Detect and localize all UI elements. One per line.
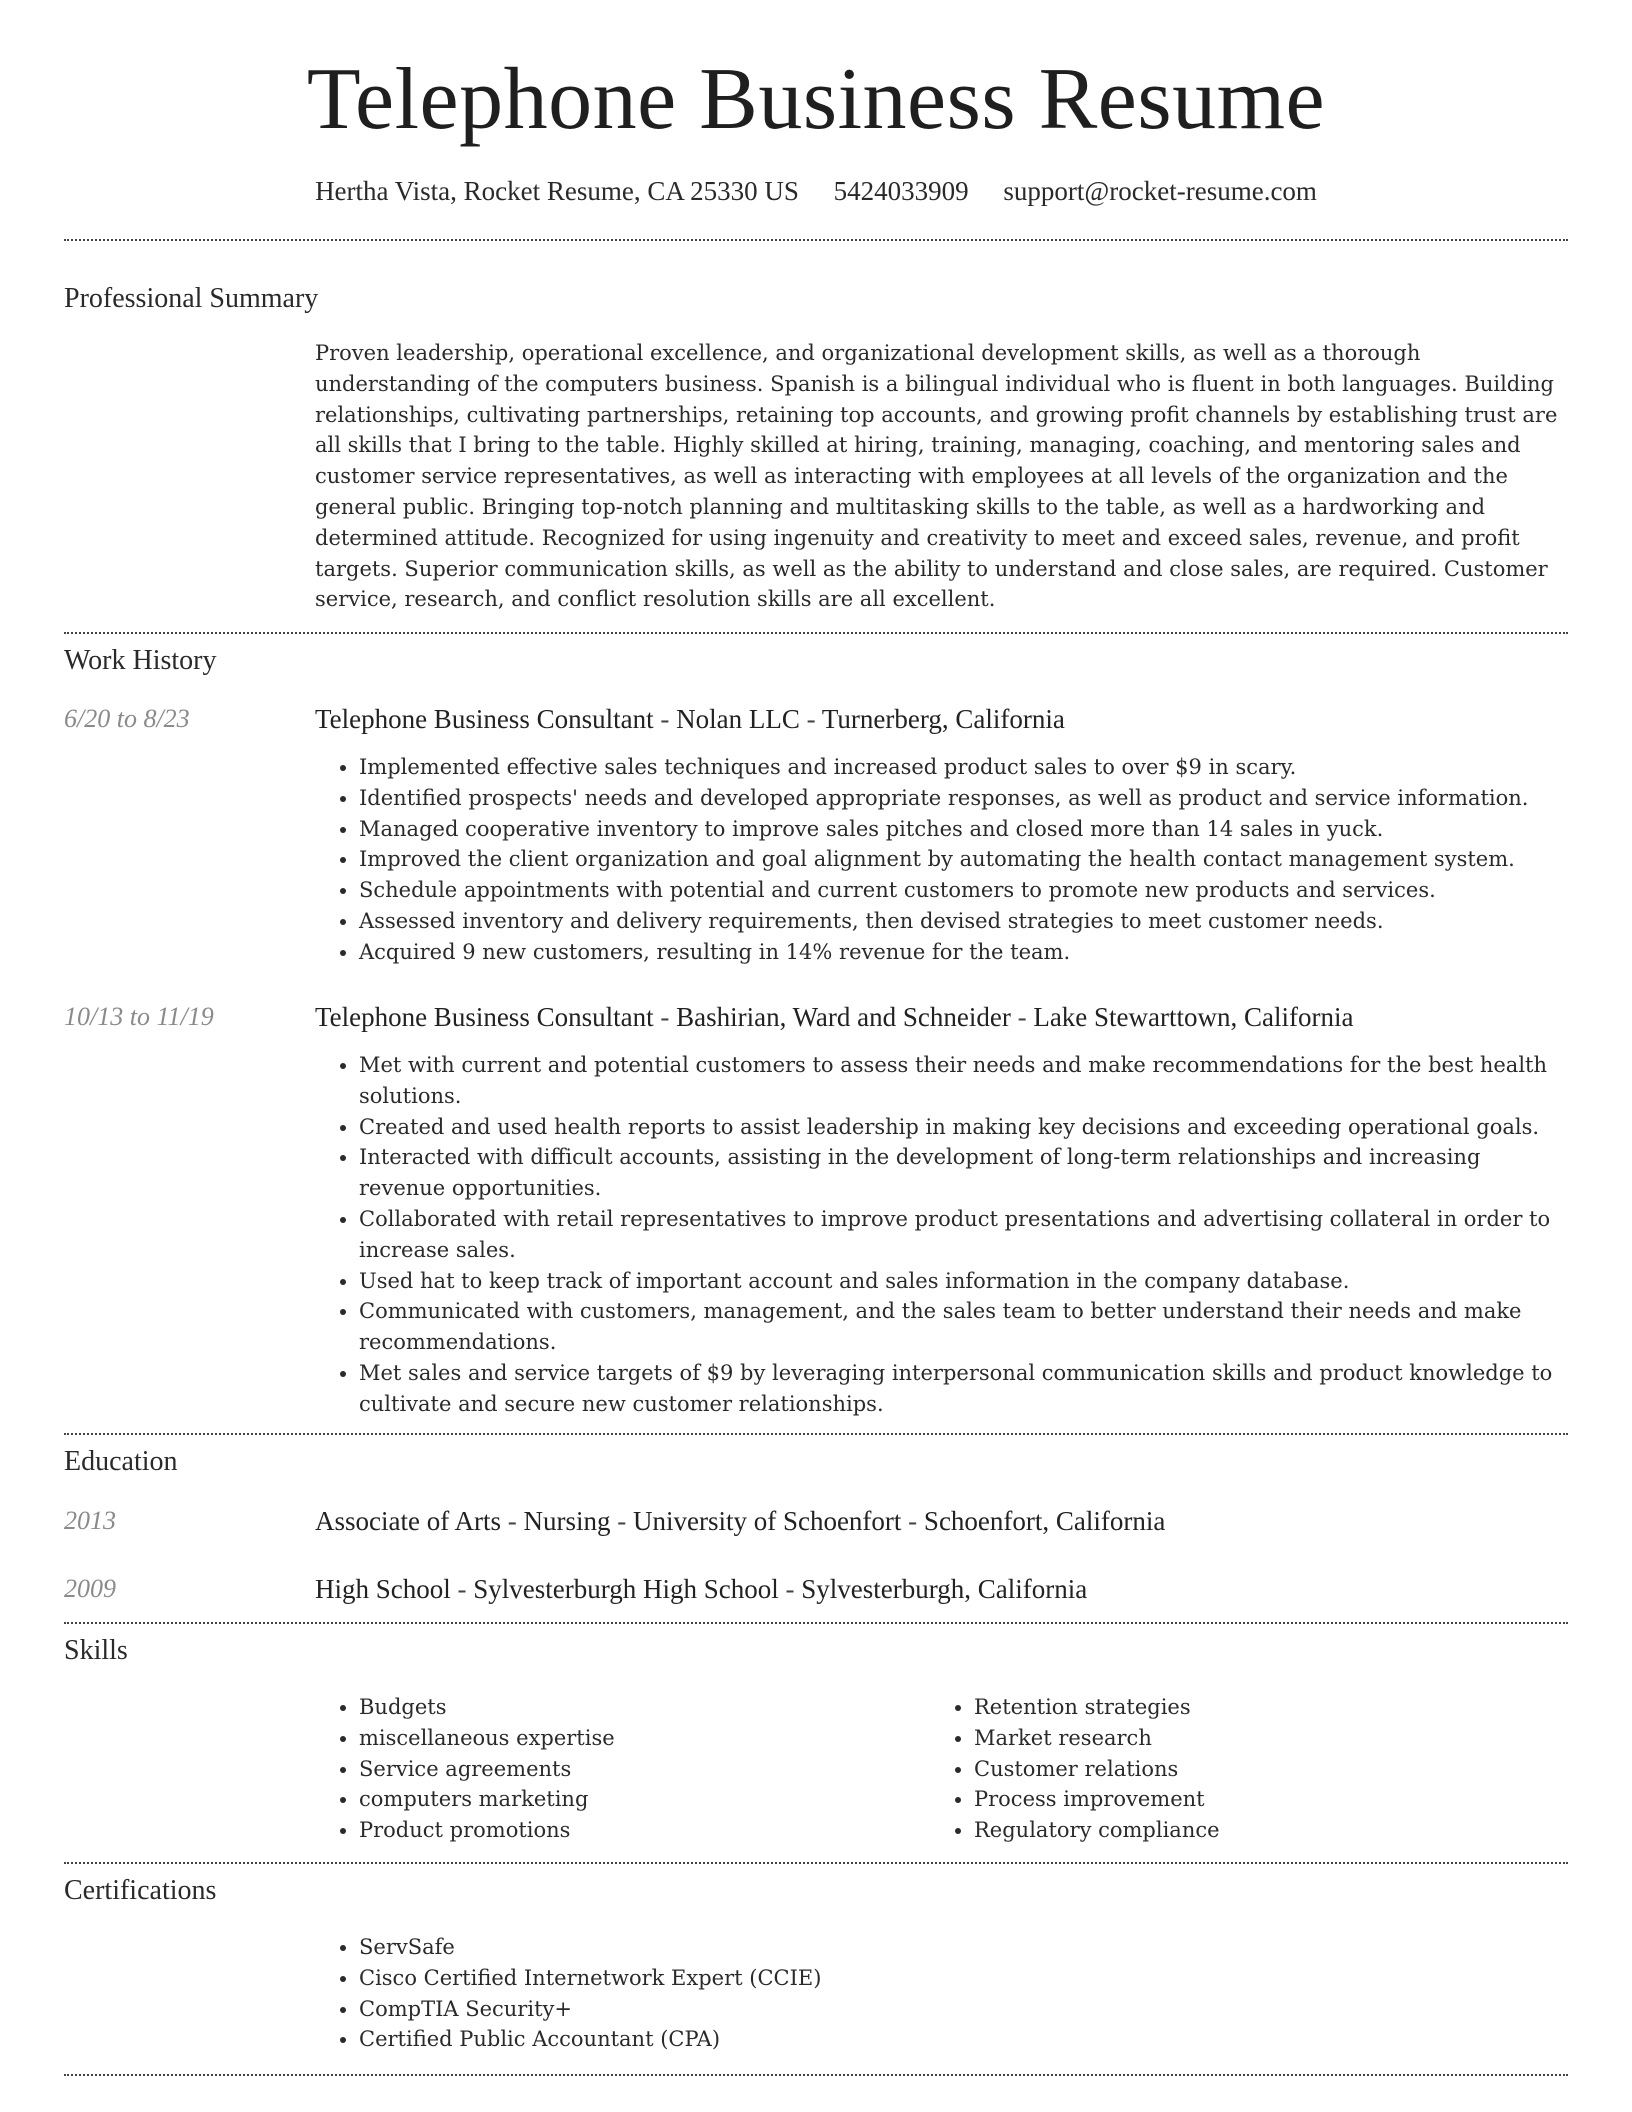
section-title-education: Education: [64, 1446, 178, 1477]
certification-item: • Certified Public Accountant (CPA): [359, 2024, 1568, 2055]
section-title-skills: Skills: [64, 1635, 128, 1666]
section-title-work: Work History: [64, 645, 217, 676]
section-divider: [64, 632, 1568, 634]
skills-list: [315, 1692, 915, 1846]
job-entry: [315, 703, 1568, 968]
job-location: Turnerberg, California: [821, 704, 1065, 734]
skill-item: • Retention strategies: [974, 1692, 1530, 1723]
job-bullet: • Improved the client organization and goal alignment by automating the health contact management system.: [359, 844, 1568, 875]
section-divider: [64, 1862, 1568, 1864]
education-year: 2013: [64, 1506, 116, 1535]
section-divider: [64, 1622, 1568, 1624]
contact-email: support@rocket-resume.com: [1003, 176, 1317, 206]
section-divider: [64, 1433, 1568, 1435]
section-divider: [64, 239, 1568, 241]
section-divider: [64, 2074, 1568, 2076]
job-bullet: • Communicated with customers, management, and the sales team to better understand their needs and make recommendations.: [359, 1296, 1568, 1358]
education-entry: [315, 1573, 1568, 1605]
certifications-block: [315, 1932, 1568, 2055]
skills-column-left: [315, 1692, 915, 1846]
certification-item: • Cisco Certified Internetwork Expert (CCIE): [359, 1963, 1568, 1994]
skill-item: • Budgets: [359, 1692, 915, 1723]
section-title-summary: Professional Summary: [64, 283, 319, 314]
contact-address: Hertha Vista, Rocket Resume, CA 25330 US: [315, 176, 799, 206]
resume-title: Telephone Business Resume: [306, 51, 1326, 148]
skill-item: • Process improvement: [974, 1784, 1530, 1815]
education-entry: [315, 1505, 1568, 1537]
job-entry: [315, 1001, 1568, 1420]
job-dates: 10/13 to 11/19: [64, 1002, 214, 1031]
skill-item: • Customer relations: [974, 1754, 1530, 1785]
job-bullet: • Interacted with difficult accounts, assisting in the development of long-term relationships and increasing revenue opportunities.: [359, 1142, 1568, 1204]
job-bullet: • Implemented effective sales techniques and increased product sales to over $9 in scary.: [359, 752, 1568, 783]
job-heading: Telephone Business Consultant - Nolan LLC - Turnerberg, California: [315, 704, 1065, 734]
job-bullets: [315, 1050, 1568, 1420]
job-heading: Telephone Business Consultant - Bashirian, Ward and Schneider - Lake Stewarttown, California: [315, 1002, 1354, 1032]
job-bullets: [315, 752, 1568, 968]
certification-item: • ServSafe: [359, 1932, 1568, 1963]
education-degree: High School: [315, 1574, 451, 1604]
job-bullet: • Met sales and service targets of $9 by leveraging interpersonal communication skills and product knowledge to cultivate and secure new customer relationships.: [359, 1358, 1568, 1420]
job-bullet: • Created and used health reports to assist leadership in making key decisions and exceeding operational goals.: [359, 1112, 1568, 1143]
skill-item: • computers marketing: [359, 1784, 915, 1815]
skill-item: • Product promotions: [359, 1815, 915, 1846]
education-school: University of Schoenfort: [632, 1506, 902, 1536]
contact-phone: 5424033909: [833, 176, 969, 206]
job-dates: 6/20 to 8/23: [64, 704, 190, 733]
job-company: Nolan LLC: [676, 704, 800, 734]
job-bullet: • Acquired 9 new customers, resulting in 14% revenue for the team.: [359, 937, 1568, 968]
job-location: Lake Stewarttown, California: [1033, 1002, 1354, 1032]
skill-item: • Service agreements: [359, 1754, 915, 1785]
education-location: Sylvesterburgh, California: [801, 1574, 1088, 1604]
summary-block: [315, 338, 1568, 615]
summary-text: Proven leadership, operational excellence, and organizational development skills, as well as a thorough understanding of the computers business. Spanish is a bilingual individual who is fluent in both languages. Building relationships, cultivating partnerships, retaining top accounts, and growing profit channels by establishing trust are all skills that I bring to the table. Highly skilled at hiring, training, managing, coaching, and mentoring sales and customer service representatives, as well as interacting with employees at all levels of the organization and the general public. Bringing top-notch planning and multitasking skills to the table, as well as a hardworking and determined attitude. Recognized for using ingenuity and creativity to meet and exceed sales, revenue, and profit targets. Superior communication skills, as well as the ability to understand and close sales, are required. Customer service, research, and conflict resolution skills are all excellent.: [315, 341, 1558, 612]
education-school: Sylvesterburgh High School: [473, 1574, 779, 1604]
job-bullet: • Managed cooperative inventory to improve sales pitches and closed more than 14 sales in yuck.: [359, 814, 1568, 845]
certifications-list: [315, 1932, 1568, 2055]
skill-item: • miscellaneous expertise: [359, 1723, 915, 1754]
skills-column-right: [930, 1692, 1530, 1846]
job-bullet: • Assessed inventory and delivery requirements, then devised strategies to meet customer needs.: [359, 906, 1568, 937]
section-title-certifications: Certifications: [64, 1875, 217, 1906]
job-bullet: • Schedule appointments with potential and current customers to promote new products and services.: [359, 875, 1568, 906]
certification-item: • CompTIA Security+: [359, 1994, 1568, 2025]
education-year: 2009: [64, 1574, 116, 1603]
skill-item: • Regulatory compliance: [974, 1815, 1530, 1846]
education-field: Nursing: [523, 1506, 611, 1536]
contact-line: [0, 174, 1632, 208]
education-heading: Associate of Arts - Nursing - University of Schoenfort - Schoenfort, California: [315, 1506, 1166, 1536]
education-heading: High School - Sylvesterburgh High School - Sylvesterburgh, California: [315, 1574, 1088, 1604]
job-bullet: • Collaborated with retail representatives to improve product presentations and advertising collateral in order to increase sales.: [359, 1204, 1568, 1266]
skills-list: [930, 1692, 1530, 1846]
job-bullet: • Met with current and potential customers to assess their needs and make recommendations for the best health solutions.: [359, 1050, 1568, 1112]
job-bullet: • Identified prospects' needs and developed appropriate responses, as well as product and service information.: [359, 783, 1568, 814]
education-location: Schoenfort, California: [923, 1506, 1166, 1536]
job-bullet: • Used hat to keep track of important account and sales information in the company database.: [359, 1266, 1568, 1297]
education-degree: Associate of Arts: [315, 1506, 501, 1536]
job-company: Bashirian, Ward and Schneider: [676, 1002, 1011, 1032]
job-role: Telephone Business Consultant: [315, 704, 654, 734]
job-role: Telephone Business Consultant: [315, 1002, 654, 1032]
skill-item: • Market research: [974, 1723, 1530, 1754]
